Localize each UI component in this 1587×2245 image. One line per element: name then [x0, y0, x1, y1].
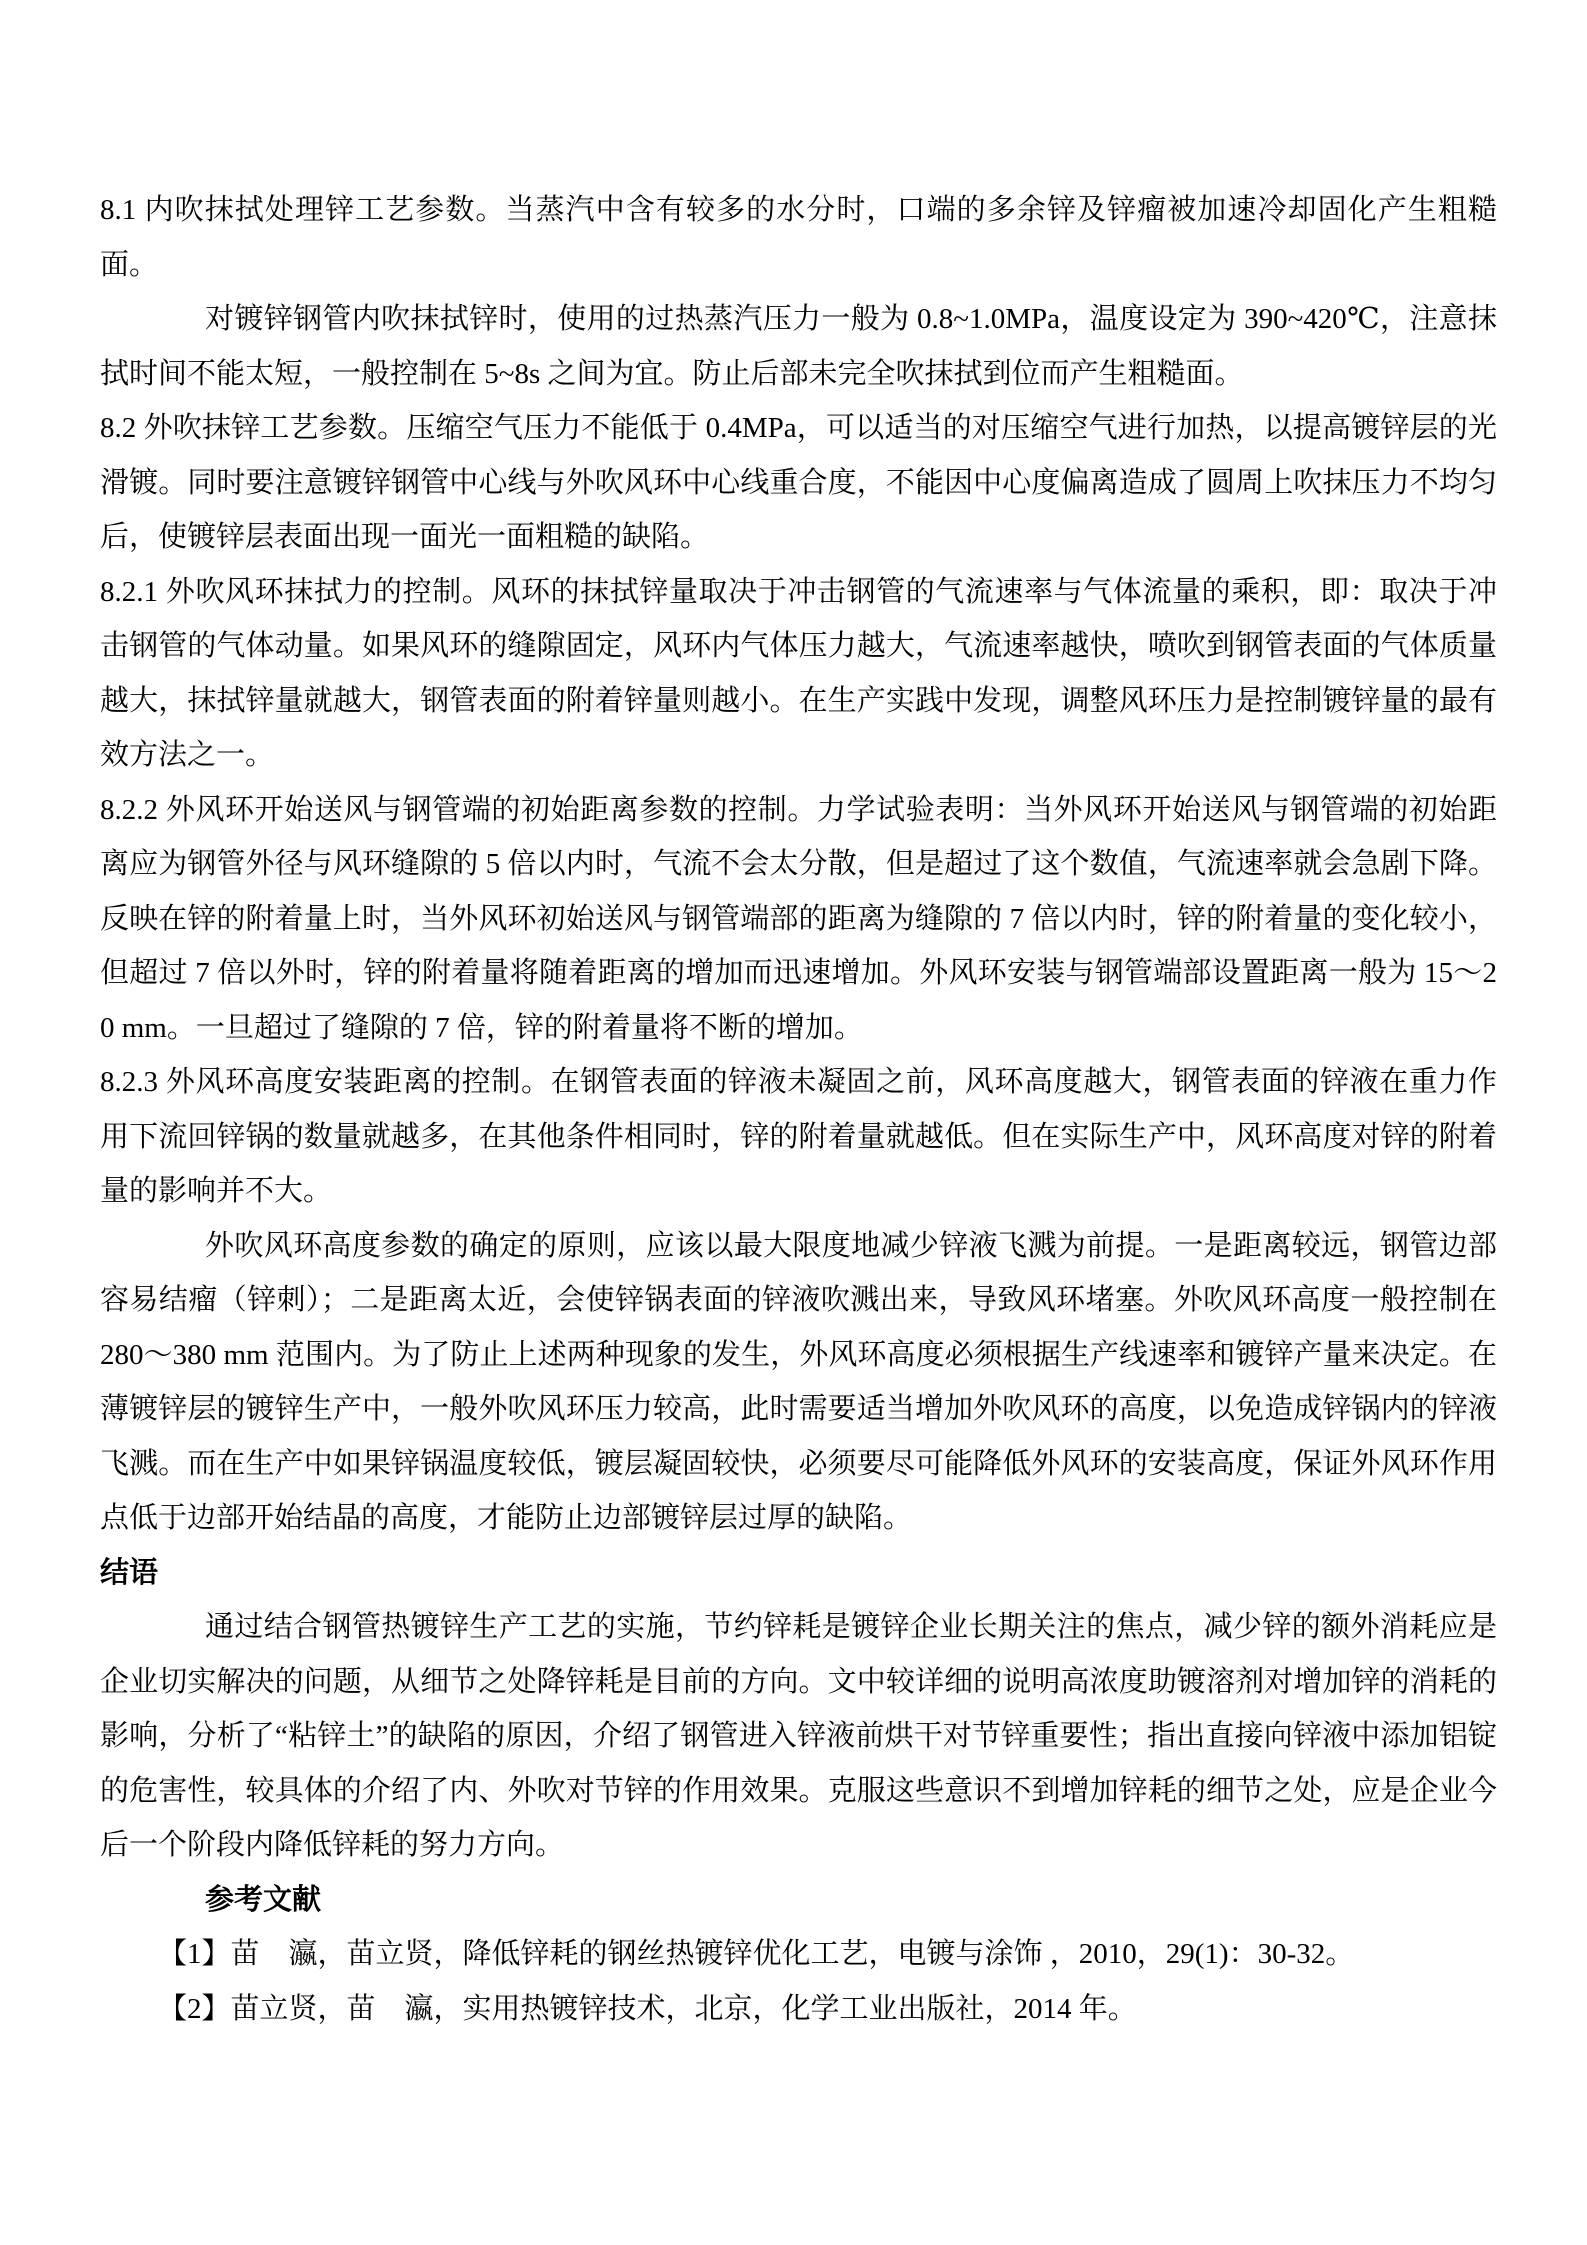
paragraph-section-8-2-3: 8.2.3 外风环高度安装距离的控制。在钢管表面的锌液未凝固之前，风环高度越大，钢管表面的锌液在重力作用下流回锌锅的数量就越多，在其他条件相同时，锌的附着量就越低。但在实际生产中，风环高度对锌的附着量的影响并不大。: [100, 1066, 1497, 1207]
paragraph-steam-wiping-parameters: 对镀锌钢管内吹抹拭锌时，使用的过热蒸汽压力一般为 0.8~1.0MPa，温度设定为 390~420℃，注意抹拭时间不能太短，一般控制在 5~8s 之间为宜。防止后部未完全吹抹拭到位而产生粗糙面。: [100, 303, 1497, 390]
references-heading: 参考文献: [205, 1883, 322, 1916]
paragraph-section-8-2-1: 8.2.1 外吹风环抹拭力的控制。风环的抹拭锌量取决于冲击钢管的气流速率与气体流量的乘积，即：取决于冲击钢管的气体动量。如果风环的缝隙固定，风环内气体压力越大，气流速率越快，喷吹到钢管表面的气体质量越大，抹拭锌量就越大，钢管表面的附着锌量则越小。在生产实践中发现，调整风环压力是控制镀锌量的最有效方法之一。: [100, 575, 1497, 771]
reference-item-2: 【2】苗立贤，苗 瀛，实用热镀锌技术，北京，化学工业出版社，2014 年。: [158, 1992, 1137, 2025]
paragraph-section-8-1: 8.1 内吹抹拭处理锌工艺参数。当蒸汽中含有较多的水分时，口端的多余锌及锌瘤被加速冷却固化产生粗糙面。: [100, 194, 1497, 281]
paragraph-ring-height-principle: 外吹风环高度参数的确定的原则，应该以最大限度地减少锌液飞溅为前提。一是距离较远，钢管边部容易结瘤（锌刺）；二是距离太近，会使锌锅表面的锌液吹溅出来，导致风环堵塞。外吹风环高度一般控制在 280～380 mm 范围内。为了防止上述两种现象的发生，外风环高度必须根据生产线速率和镀锌产量来决定。在薄镀锌层的镀锌生产中，一般外吹风环压力较高，此时需要适当增加外吹风环的高度，以免造成锌锅内的锌液飞溅。而在生产中如果锌锅温度较低，镀层凝固较快，必须要尽可能降低外风环的安装高度，保证外风环作用点低于边部开始结晶的高度，才能防止边部镀锌层过厚的缺陷。: [100, 1229, 1497, 1534]
conclusion-heading: 结语: [100, 1556, 159, 1589]
paragraph-section-8-2: 8.2 外吹抹锌工艺参数。压缩空气压力不能低于 0.4MPa，可以适当的对压缩空气进行加热，以提高镀锌层的光滑镀。同时要注意镀锌钢管中心线与外吹风环中心线重合度，不能因中心度偏离造成了圆周上吹抹压力不均匀后，使镀锌层表面出现一面光一面粗糙的缺陷。: [100, 412, 1497, 553]
paragraph-conclusion: 通过结合钢管热镀锌生产工艺的实施，节约锌耗是镀锌企业长期关注的焦点，减少锌的额外消耗应是企业切实解决的问题，从细节之处降锌耗是目前的方向。文中较详细的说明高浓度助镀溶剂对增加锌的消耗的影响，分析了“粘锌土”的缺陷的原因，介绍了钢管进入锌液前烘干对节锌重要性；指出直接向锌液中添加铝锭的危害性，较具体的介绍了内、外吹对节锌的作用效果。克服这些意识不到增加锌耗的细节之处，应是企业今后一个阶段内降低锌耗的努力方向。: [100, 1611, 1497, 1861]
paragraph-section-8-2-2: 8.2.2 外风环开始送风与钢管端的初始距离参数的控制。力学试验表明：当外风环开始送风与钢管端的初始距离应为钢管外径与风环缝隙的 5 倍以内时，气流不会太分散，但是超过了这个数值，气流速率就会急剧下降。反映在锌的附着量上时，当外风环初始送风与钢管端部的距离为缝隙的 7 倍以内时，锌的附着量的变化较小，但超过 7 倍以外时，锌的附着量将随着距离的增加而迅速增加。外风环安装与钢管端部设置距离一般为 15～20 mm。一旦超过了缝隙的 7 倍，锌的附着量将不断的增加。: [100, 793, 1497, 1044]
reference-item-1: 【1】苗 瀛，苗立贤，降低锌耗的钢丝热镀锌优化工艺，电镀与涂饰 ，2010，29(1)：30-32。: [158, 1938, 1355, 1970]
